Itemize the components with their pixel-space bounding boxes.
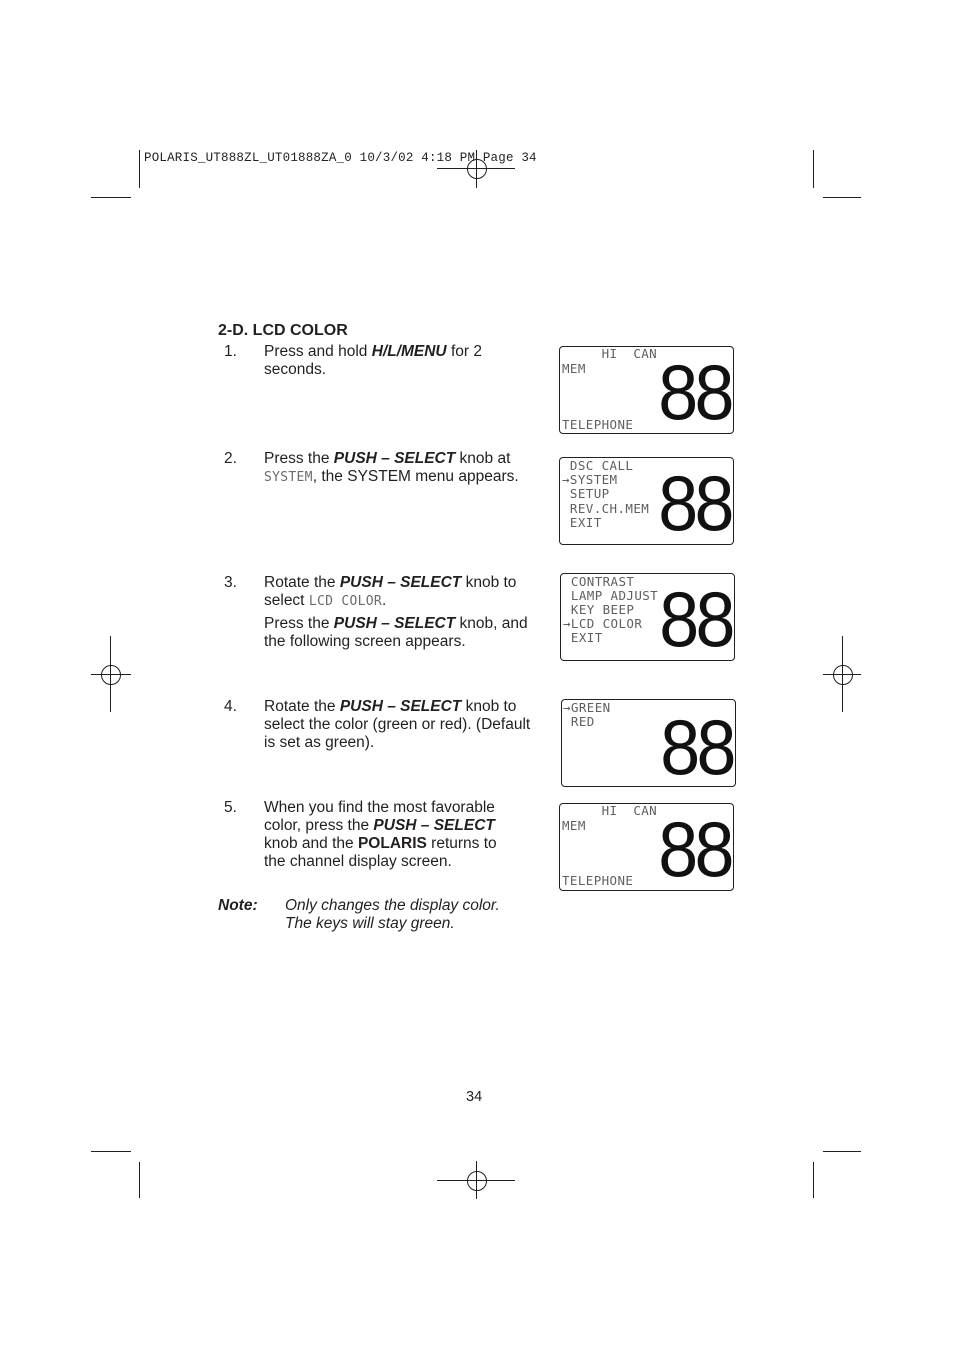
body-text: . bbox=[381, 592, 387, 609]
step-paragraph bbox=[264, 698, 534, 752]
step-number: 3. bbox=[224, 574, 237, 591]
lcd-menu-item: SETUP bbox=[562, 486, 610, 501]
emphasis-text: POLARIS bbox=[357, 835, 427, 852]
registration-circle bbox=[467, 1171, 487, 1191]
lcd-telephone-label: TELEPHONE bbox=[562, 417, 634, 432]
lcd-screen-color-menu bbox=[561, 699, 736, 787]
crop-mark bbox=[139, 150, 140, 188]
step-number: 4. bbox=[224, 698, 237, 715]
emphasis-text: PUSH – SELECT bbox=[373, 817, 495, 834]
step-number: 5. bbox=[224, 799, 237, 816]
step-text bbox=[264, 450, 534, 487]
step-text bbox=[264, 698, 534, 752]
crop-mark bbox=[91, 197, 131, 198]
page-number: 34 bbox=[466, 1089, 483, 1105]
body-text: Press and hold bbox=[264, 343, 372, 360]
step-paragraph bbox=[264, 343, 534, 379]
note-label: Note: bbox=[218, 897, 258, 914]
lcd-status-line: HI CAN bbox=[562, 346, 658, 361]
note-text bbox=[285, 897, 545, 933]
step-text bbox=[264, 343, 534, 379]
body-text: for 2 seconds. bbox=[264, 343, 482, 378]
lcd-channel-digits: 88 bbox=[658, 459, 731, 545]
lcd-menu-item-selected: →SYSTEM bbox=[562, 472, 618, 487]
section-title: 2-D. LCD COLOR bbox=[218, 322, 348, 339]
step-text bbox=[264, 799, 514, 871]
body-text: Press the bbox=[264, 450, 334, 467]
step-paragraph bbox=[264, 450, 534, 487]
body-text: knob and the bbox=[264, 835, 358, 852]
lcd-screen-system-menu bbox=[560, 573, 735, 661]
body-text: returns to the channel display screen. bbox=[264, 835, 497, 870]
emphasis-text: PUSH – SELECT bbox=[339, 574, 462, 591]
lcd-mem-label: MEM bbox=[562, 818, 586, 833]
lcd-screen-channel-return bbox=[559, 803, 734, 891]
registration-circle bbox=[101, 665, 121, 685]
body-text: Rotate the bbox=[264, 574, 340, 591]
lcd-menu-item-selected: →LCD COLOR bbox=[563, 616, 643, 631]
lcd-term: LCD COLOR bbox=[308, 594, 382, 609]
lcd-term: SYSTEM bbox=[264, 470, 313, 485]
lcd-menu-item: REV.CH.MEM bbox=[562, 501, 650, 516]
lcd-menu-item-selected: →GREEN bbox=[563, 700, 611, 715]
step-paragraph bbox=[264, 615, 534, 651]
emphasis-text: H/L/MENU bbox=[371, 343, 447, 360]
lcd-mem-label: MEM bbox=[562, 361, 586, 376]
crop-mark bbox=[813, 1162, 814, 1198]
body-text: knob at bbox=[455, 450, 511, 467]
lcd-menu-item: CONTRAST bbox=[563, 574, 635, 589]
crop-mark bbox=[139, 1162, 140, 1198]
lcd-channel-digits: 88 bbox=[658, 348, 731, 434]
step-number: 1. bbox=[224, 343, 237, 360]
body-text: knob to select the color (green or red). (Default is set as green). bbox=[264, 698, 531, 751]
body-text: knob, and the following screen appears. bbox=[264, 615, 528, 650]
registration-circle bbox=[833, 665, 853, 685]
lcd-channel-digits: 88 bbox=[658, 805, 731, 891]
body-text: When you find the most favorable color, press the bbox=[264, 799, 495, 834]
lcd-screen-main-menu bbox=[559, 457, 734, 545]
crop-mark bbox=[91, 1151, 131, 1152]
body-text: Rotate the bbox=[264, 698, 340, 715]
note-line: Only changes the display color. bbox=[285, 897, 500, 914]
lcd-channel-digits: 88 bbox=[660, 703, 733, 787]
note-line: The keys will stay green. bbox=[285, 915, 455, 932]
step-paragraph bbox=[264, 799, 514, 871]
body-text: knob to select bbox=[264, 574, 517, 609]
lcd-telephone-label: TELEPHONE bbox=[562, 873, 634, 888]
lcd-menu-item: EXIT bbox=[562, 515, 602, 530]
step-text bbox=[264, 574, 534, 651]
crop-mark bbox=[813, 150, 814, 188]
lcd-menu-item: RED bbox=[563, 714, 595, 729]
lcd-screen-channel bbox=[559, 346, 734, 434]
emphasis-text: PUSH – SELECT bbox=[339, 698, 462, 715]
lcd-status-line: HI CAN bbox=[562, 803, 658, 818]
body-text: Press the bbox=[264, 615, 334, 632]
print-slug: POLARIS_UT888ZL_UT01888ZA_0 10/3/02 4:18 PM Page 34 bbox=[144, 151, 537, 165]
emphasis-text: PUSH – SELECT bbox=[333, 615, 456, 632]
lcd-menu-item: KEY BEEP bbox=[563, 602, 635, 617]
lcd-menu-item: EXIT bbox=[563, 630, 603, 645]
lcd-menu-item: LAMP ADJUST bbox=[563, 588, 659, 603]
step-paragraph bbox=[264, 574, 534, 611]
step-number: 2. bbox=[224, 450, 237, 467]
crop-mark bbox=[823, 1151, 861, 1152]
crop-mark bbox=[823, 197, 861, 198]
lcd-channel-digits: 88 bbox=[659, 575, 732, 661]
lcd-menu-item: DSC CALL bbox=[562, 458, 634, 473]
emphasis-text: PUSH – SELECT bbox=[333, 450, 456, 467]
body-text: , the SYSTEM menu appears. bbox=[312, 468, 519, 485]
